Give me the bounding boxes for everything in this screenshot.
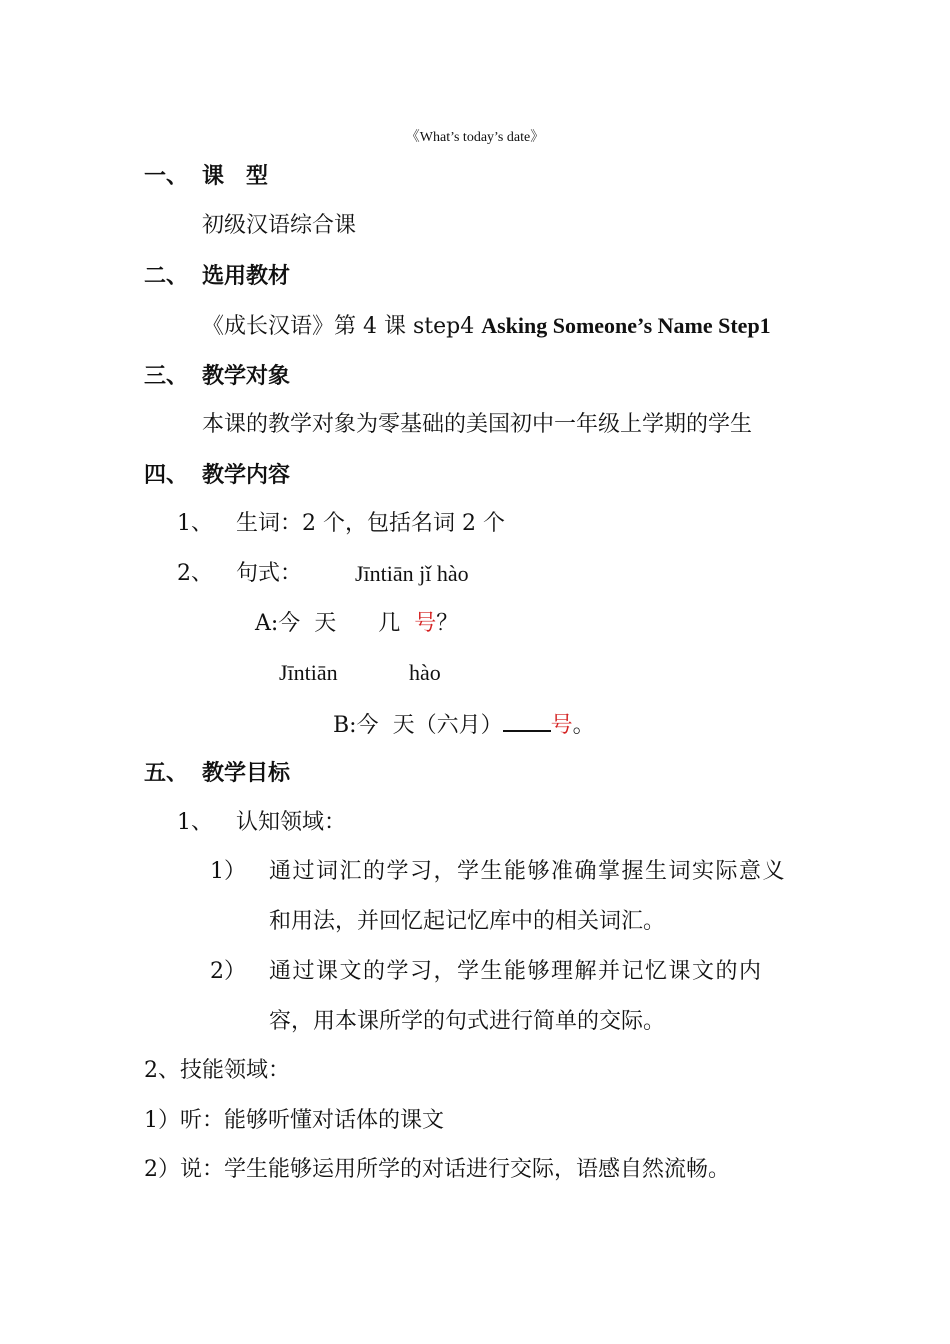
dialogue-a-keyword: 号 (414, 611, 437, 636)
dialogue-line-b (333, 708, 595, 741)
dialogue-b-text: B:今 天（六月） (333, 713, 503, 738)
answer-blank (503, 708, 551, 732)
goal-1-point-2-number: 2） (210, 959, 246, 984)
pinyin-question: Jīntiān jǐ hào (355, 561, 469, 586)
dialogue-b-keyword: 号 (550, 713, 573, 738)
lesson-name: Asking Someone’s Name Step1 (481, 313, 771, 338)
section-1-number: 一、 (144, 163, 189, 189)
section-2-number: 二、 (144, 263, 189, 289)
textbook-name: 《成长汉语》第 4 课 step4 (202, 314, 482, 339)
content-item-1-text: 生词：2 个，包括名词 2 个 (236, 511, 505, 536)
section-4-heading: 教学内容 (202, 462, 291, 488)
content-item-2-label: 句式： (236, 561, 303, 586)
section-2-body (202, 311, 771, 342)
section-5-number: 五、 (144, 760, 189, 786)
section-3-number: 三、 (144, 363, 189, 389)
section-4-number: 四、 (144, 462, 189, 488)
content-item-2-number: 2、 (177, 561, 213, 586)
skill-speaking: 2）说：学生能够运用所学的对话进行交际，语感自然流畅。 (144, 1157, 730, 1182)
section-5-heading: 教学目标 (202, 760, 291, 786)
pinyin-answer-hao: hào (409, 660, 441, 685)
dialogue-line-a (255, 609, 458, 639)
goal-1-point-1-line-2: 和用法，并回忆起记忆库中的相关词汇。 (269, 909, 666, 934)
dialogue-b-punct: 。 (572, 713, 595, 738)
goal-1-point-2-line-2: 容，用本课所学的句式进行简单的交际。 (269, 1009, 666, 1034)
document-title: 《What’s today’s date》 (405, 130, 545, 145)
section-3-body: 本课的教学对象为零基础的美国初中一年级上学期的学生 (202, 412, 753, 437)
goal-1-text: 认知领域： (236, 810, 347, 835)
section-1-heading: 课 型 (202, 163, 269, 189)
dialogue-a-text: A:今 天 几 (255, 611, 415, 636)
section-1-body: 初级汉语综合课 (202, 213, 357, 238)
goal-1-number: 1、 (177, 810, 213, 835)
dialogue-a-punct: ？ (436, 611, 459, 636)
section-2-heading: 选用教材 (202, 263, 291, 289)
goal-2-heading: 2、技能领域： (144, 1058, 290, 1083)
section-3-heading: 教学对象 (202, 363, 291, 389)
pinyin-answer-jintian: Jīntiān (279, 660, 338, 685)
content-item-1-number: 1、 (177, 511, 213, 536)
goal-1-point-1-number: 1） (210, 859, 246, 884)
goal-1-point-2-line-1: 通过课文的学习，学生能够理解并记忆课文的内 (269, 959, 763, 984)
skill-listening: 1）听：能够听懂对话体的课文 (144, 1108, 444, 1133)
goal-1-point-1-line-1: 通过词汇的学习，学生能够准确掌握生词实际意义 (269, 859, 787, 884)
